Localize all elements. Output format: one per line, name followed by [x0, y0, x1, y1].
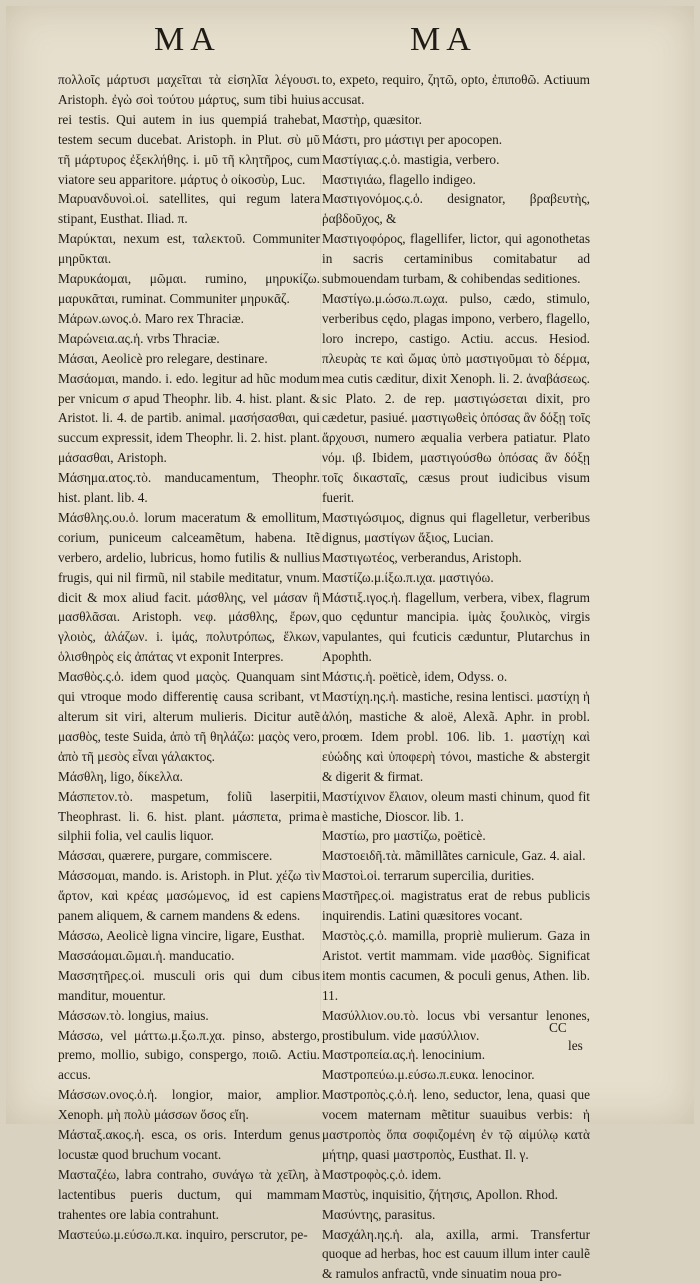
left-column	[58, 70, 320, 1244]
dictionary-entry: Μάστι, pro μάστιγι per apocopen.	[322, 131, 503, 147]
dictionary-entry: Μάσπετον.τὸ. maspetum, foliũ laserpitii, Theophrast. li. 6. hist. plant. μάσπετα, prima silphii folia, vel caulis liquor.	[58, 788, 320, 844]
dictionary-entry: Μαστοὶ.οἱ. terrarum supercilia, durities.	[322, 868, 535, 884]
dictionary-entry: Μάσσω, vel μάττω.μ.ξω.π.χα. pinso, abstergo, premo, mollio, subigo, conspergo, ποιῶ. Actiu. accus.	[58, 1027, 320, 1083]
dictionary-entry: Μάσθλης.ου.ὁ. lorum maceratum & emollitum, corium, puniceum calceamẽtum, habena. Itẽ verbero, ardelio, lubricus, homo futilis & nullius frugis, qui nil firmũ, nil stabile meditatur, vnum. dicit & mox aliud facit. μάσθλης, vel μάσαν ἢ μασθλᾶσαι. Aristoph. νεφ. μάσθλης, ἔρων, γλοιὸς, ἀλάζων. i. ἱμάς, πολυτρόπως, ἕλκων, ὁλισθηρὸς εἰς ἀπάτας vt exponit Interpres.	[58, 509, 320, 665]
dictionary-entry: Μασύντης, parasitus.	[322, 1206, 436, 1222]
dictionary-entry: Μάσσων.ονος.ὁ.ἡ. longior, maior, amplior. Xenoph. μὴ πολὺ μάσσων ὅσος εἴη.	[58, 1087, 320, 1123]
dictionary-entry: Μαστίω, pro μαστίζω, poëticè.	[322, 828, 486, 844]
dictionary-entry: Μαστιγονόμος.ς.ὁ. designator, βραβευτὴς, ῥαβδοῦχος, &	[322, 191, 590, 227]
dictionary-entry: Μαστροπὸς.ς.ὁ.ἡ. leno, seductor, lena, quasi que vocem maternam mẽtitur suauibus verbis: ἡ μαστροπὸς ὅπα σοφιζομένη ἐν τῷ αἰμύλῳ κατὰ μήτηρ, quasi μαστροπὸς, Eusthat. Il. γ.	[322, 1087, 590, 1162]
dictionary-entry: Μασχάλη.ης.ἡ. ala, axilla, armi. Transfertur quoque ad herbas, hoc est cauum illum inter caulẽ & ramulos anfractũ, vnde sinuatim noua pro-	[322, 1226, 590, 1282]
dictionary-entry: Μάσσω, Aeolicè ligna vincire, ligare, Eusthat.	[58, 927, 305, 943]
dictionary-entry: Μαρυκάομαι, μῶμαι. rumino, μηρυκίζω. μαρυκᾶται, ruminat. Communiter μηρυκᾶζ.	[58, 271, 320, 306]
dictionary-entry: Μαστὺς, inquisitio, ζήτησις, Apollon. Rhod.	[322, 1186, 558, 1202]
column-gutter	[320, 146, 321, 1016]
header-left-letters: MA	[154, 21, 221, 58]
dictionary-entry: Μαστὴρ, quæsitor.	[322, 111, 422, 127]
dictionary-entry: Μαστῆρες.οἱ. magistratus erat de rebus publicis inquirendis. Latini quæsitores vocant.	[322, 888, 590, 924]
dictionary-entry: Μαστίγιας.ς.ὁ. mastigia, verbero.	[322, 151, 500, 167]
dictionary-entry: Μάσσομαι, mando. is. Aristoph. in Plut. χέζω τὶν ἄρτον, καὶ κρέας μασώμενος, id est capiens panem aliquem, & carnem mandens & edens.	[58, 868, 320, 924]
header-right-letters: MA	[410, 21, 477, 58]
dictionary-entry: Μασύλλιον.ου.τὸ. locus vbi versantur lenones, prostibulum. vide μασύλλιον.	[322, 1007, 590, 1043]
dictionary-entry: Μαστιγώσιμος, dignus qui flagelletur, verberibus dignus, μαστίγων ἄξιος, Lucian.	[322, 509, 590, 545]
dictionary-entry: Μαστροπεία.ας.ἡ. lenocinium.	[322, 1047, 486, 1063]
dictionary-entry: Μάσσαι, quærere, purgare, commiscere.	[58, 848, 273, 864]
dictionary-entry: Μάστις.ἡ. poëticè, idem, Odyss. ο.	[322, 669, 508, 685]
dictionary-entry: Μαστιγιάω, flagello indigeo.	[322, 171, 476, 187]
dictionary-entry: Μαστὸς.ς.ὁ. mamilla, propriè mulierum. Gaza in Aristot. vertit mammam. vide μασθὸς. Significat item montis cacumen, & poculi genus, Athen. lib. 11.	[322, 927, 590, 1003]
dictionary-entry: to, expeto, requiro, ζητῶ, opto, ἐπιποθῶ. Actiuum accusat.	[322, 72, 590, 107]
dictionary-entry: Μάστιξ.ιγος.ἡ. flagellum, verbera, vibex, flagrum quo cęduntur mancipia. ἱμὰς ξουλικὸς, virgis vapulantes, qui fcuticis cæduntur, Plutarchus in Apophth.	[322, 589, 590, 665]
book-page	[6, 6, 694, 1282]
dictionary-entry: πολλοῖς μάρτυσι μαχεῖται τὰ εἰσηλῖα λέγουσι. Aristoph. ἐγὼ σοὶ τούτου μάρτυς, sum tibi huius rei testis. Qui autem in ius quempiá trahebat, testem secum ducebat. Aristoph. in Plut. σὺ μῦ τῆ μάρτυρος ἐξεκλήθης. i. μῦ τῆ κλητῆρος, cum viatore seu apparitore. μάρτυς ὁ οἰκοσὺρ, Luc.	[58, 72, 320, 187]
dictionary-entry: Μαστίζω.μ.ίξω.π.ιχα. μαστιγόω.	[322, 569, 494, 585]
dictionary-entry: Μασταζέω, labra contraho, συνάγω τὰ χεῖλη, à lactentibus pueris ductum, qui mammam trahentes ore labia contrahunt.	[58, 1166, 320, 1222]
dictionary-entry: Μασθὸς.ς.ὁ. idem quod μαςὸς. Quanquam sint qui vtroque modo differentię causa scribant, vt alterum sit viri, alterum mulieris. Dicitur autẽ μασθὸς, teste Suida, ἀπὸ τῆ θηλάζω: μαςὸς vero, ἀπὸ τῆ μεσὸς εἶναι γάλακτος.	[58, 669, 320, 764]
dictionary-entry: Μασάομαι, mando. i. edo. legitur ad hũc modum per vnicum σ apud Theophr. lib. 4. hist. plant. & Aristot. li. 4. de partib. animal. μασήσασθαι, qui succum expressit, idem Theophr. li. 2. hist. plant. μάσασθαι, Aristoph.	[58, 370, 320, 466]
dictionary-entry: Μαστίγω.μ.ώσω.π.ωχα. pulso, cædo, stimulo, verberibus cędo, plagas impono, verbero, flagello, loro increpo, castigo. Actiu. accus. Hesiod. πλευρὰς τε καὶ ὤμας ὑπὸ μαστιγοῦμαι τὸ δέρμα, mea cutis cæditur, dixit Xenoph. li. 2. ἀναβάσεως. sic Plato. 2. de rep. μαστιγώσεται dixit, pro cædetur, pasiué. μαστιγωθεὶς ὁπόσας ἂν δόξῃ τοῖς ἄρχουσι, numero æqualia verbera patiatur. Plato νόμ. ιβ. Ibidem, μαστιγούσθω ὁπόσας ἂν δόξῃ τοῖς δικασταῖς, cæsus prout iudicibus visum fuerit.	[322, 290, 590, 506]
dictionary-entry: Μάσταξ.ακος.ἡ. esca, os oris. Interdum genus locustæ quod bruchum vocant.	[58, 1127, 320, 1162]
dictionary-entry: Μαστιγοφόρος, flagellifer, lictor, qui agonothetas in sacris certaminibus comitabatur ad submouendam turbam, & cohibendas seditiones.	[322, 231, 590, 287]
dictionary-entry: Μαστεύω.μ.εύσω.π.κα. inquiro, perscrutor, pe-	[58, 1226, 308, 1242]
dictionary-entry: Μάρων.ωνος.ὁ. Maro rex Thraciæ.	[58, 310, 244, 326]
dictionary-entry: Μασσητῆρες.οἱ. musculi oris qui dum cibus manditur, mouentur.	[58, 967, 320, 1003]
dictionary-entry: Μάσσων.τὸ. longius, maius.	[58, 1007, 209, 1023]
dictionary-entry: Μαστίχη.ης.ἡ. mastiche, resina lentisci. μαστίχη ἡ ἀλόη, mastiche & aloë, Alexã. Aphr. in probl. proœm. Idem probl. 106. lib. 1. μαστίχη καὶ εὐώδης καὶ ὑποφερὴ τόνοι, mastiche & abstergit & digerit & firmat.	[322, 689, 590, 784]
dictionary-entry: Μασσάομαι.ῶμαι.ἡ. manducatio.	[58, 947, 235, 963]
dictionary-entry: Μάσημα.ατος.τὸ. manducamentum, Theophr. hist. plant. lib. 4.	[58, 470, 320, 506]
right-column	[322, 70, 590, 1284]
page-footer	[6, 1020, 694, 1060]
signature-mark: CC	[549, 1020, 567, 1035]
dictionary-entry: Μάσαι, Aeolicè pro relegare, destinare.	[58, 350, 268, 366]
dictionary-entry: Μαρυανδυνοὶ.οἱ. satellites, qui regum latera stipant, Eusthat. Iliad. π.	[58, 191, 320, 227]
dictionary-entry: Μαρώνεια.ας.ἡ. vrbs Thraciæ.	[58, 330, 220, 346]
dictionary-entry: Μαστίχινον ἔλαιον, oleum masti chinum, quod fit è mastiche, Dioscor. lib. 1.	[322, 788, 590, 824]
dictionary-entry: Μαστροπεύω.μ.εύσω.π.ευκα. lenocinor.	[322, 1067, 535, 1083]
dictionary-entry: Μαστιγωτέος, verberandus, Aristoph.	[322, 549, 522, 565]
dictionary-entry: Μαστροφὸς.ς.ὁ. idem.	[322, 1166, 442, 1182]
dictionary-entry: Μαστοειδῆ.τὰ. mãmillãtes carnicule, Gaz. 4. aial.	[322, 848, 586, 864]
catchword: les	[568, 1038, 583, 1053]
dictionary-entry: Μαρύκται, nexum est, ταλεκτοῦ. Communiter μηρῦκται.	[58, 231, 320, 267]
running-header	[6, 20, 694, 60]
dictionary-entry: Μάσθλη, ligo, δίκελλα.	[58, 768, 183, 784]
